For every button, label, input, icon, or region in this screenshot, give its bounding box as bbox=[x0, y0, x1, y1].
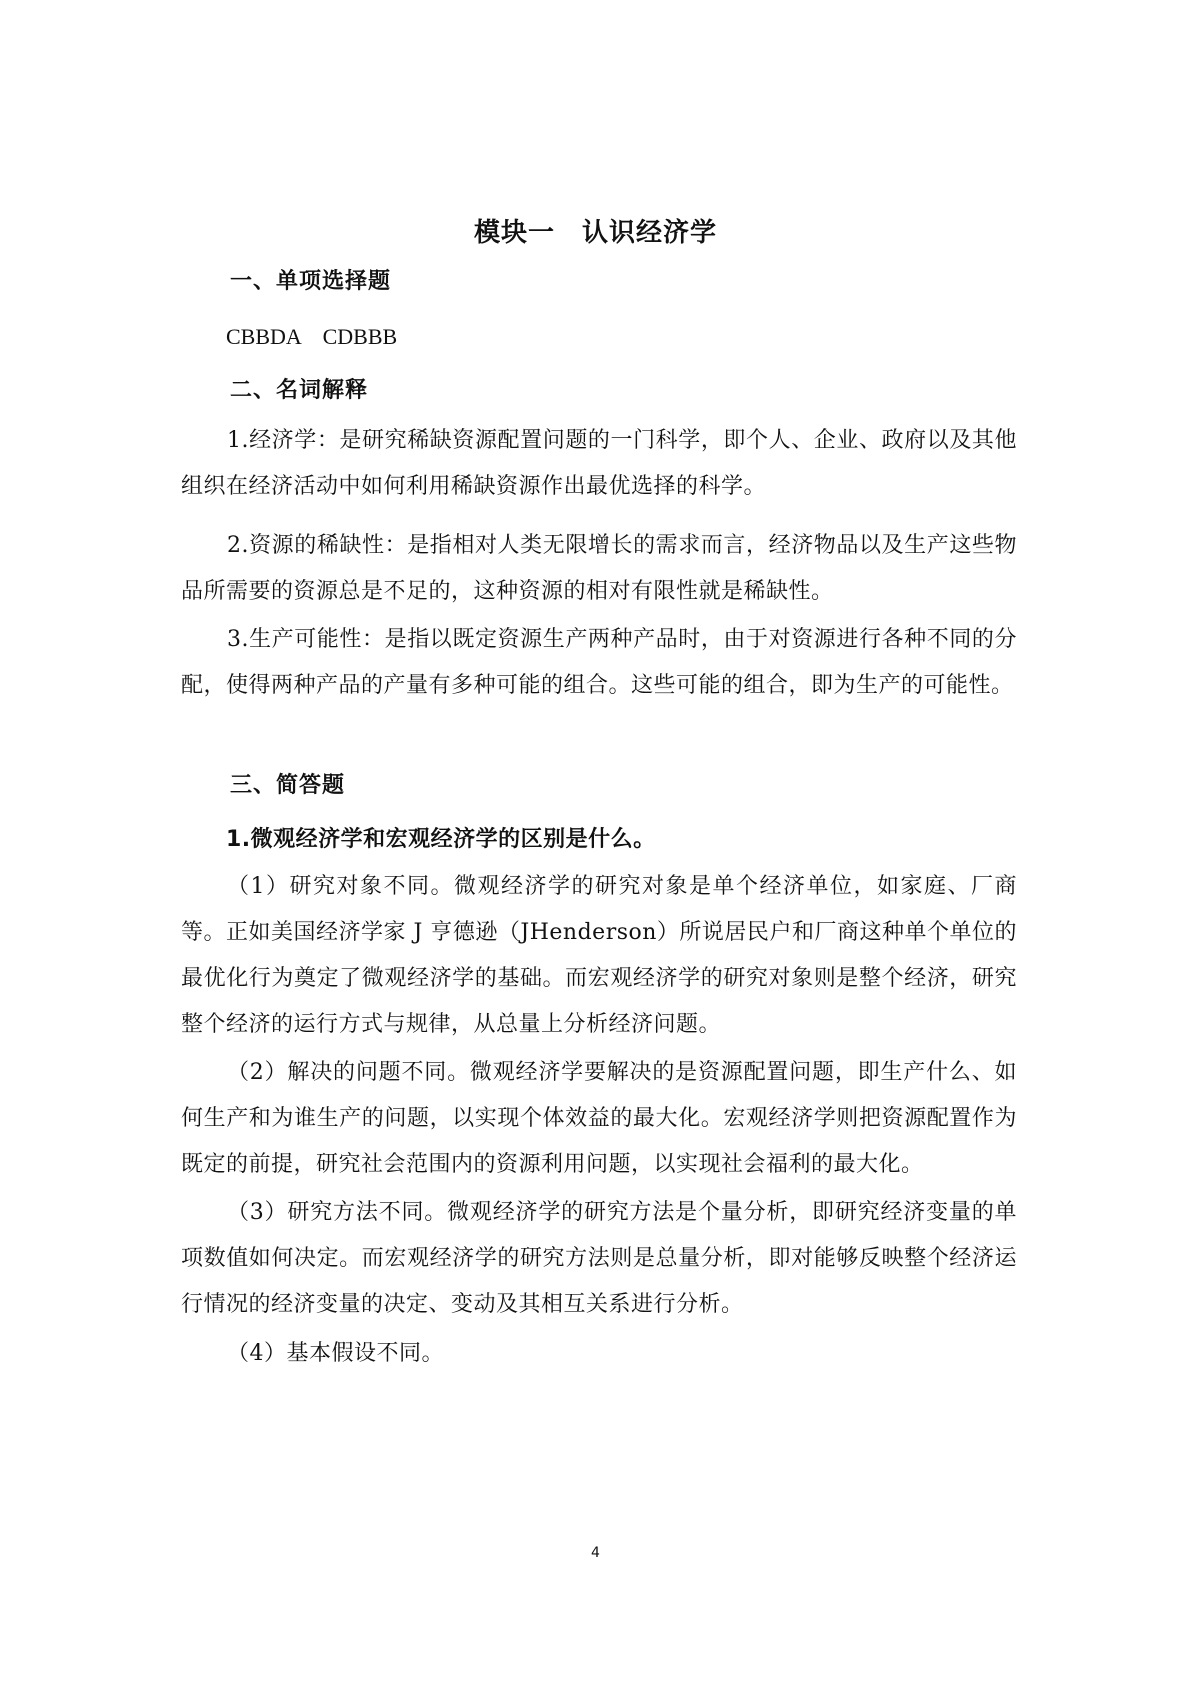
answer-point-4: （4）基本假设不同。 bbox=[227, 1341, 444, 1366]
definition-scarcity: 2.资源的稀缺性：是指相对人类无限增长的需求而言，经济物品以及生产这些物品所需要的资源总是不足的，这种资源的相对有限性就是稀缺性。 bbox=[181, 533, 1017, 604]
answer-point-3: （3）研究方法不同。微观经济学的研究方法是个量分析，即研究经济变量的单项数值如何决定。而宏观经济学的研究方法则是总量分析，即对能够反映整个经济运行情况的经济变量的决定、变动及其相互关系进行分析。 bbox=[181, 1200, 1017, 1317]
page-number: 4 bbox=[591, 1545, 600, 1561]
section-heading-multiple-choice: 一、单项选择题 bbox=[230, 269, 392, 294]
question-heading: 1.微观经济学和宏观经济学的区别是什么。 bbox=[226, 827, 656, 852]
section-heading-short-answer: 三、简答题 bbox=[230, 773, 346, 798]
page-title: 模块一 认识经济学 bbox=[473, 218, 717, 248]
answer-point-1: （1）研究对象不同。微观经济学的研究对象是单个经济单位，如家庭、厂商等。正如美国经济学家 J 亨德逊（JHenderson）所说居民户和厂商这种单个单位的最优化行为奠定了微观经济学的基础。而宏观经济学的研究对象则是整个经济，研究整个经济的运行方式与规律，从总量上分析经济问题。 bbox=[181, 874, 1017, 1037]
answer-point-2: （2）解决的问题不同。微观经济学要解决的是资源配置问题，即生产什么、如何生产和为谁生产的问题，以实现个体效益的最大化。宏观经济学则把资源配置作为既定的前提，研究社会范围内的资源利用问题，以实现社会福利的最大化。 bbox=[181, 1060, 1017, 1177]
multiple-choice-answers: CBBDA CDBBB bbox=[226, 324, 398, 349]
section-heading-term-definitions: 二、名词解释 bbox=[230, 378, 369, 403]
definition-production-possibility: 3.生产可能性：是指以既定资源生产两种产品时，由于对资源进行各种不同的分配，使得两种产品的产量有多种可能的组合。这些可能的组合，即为生产的可能性。 bbox=[181, 627, 1017, 698]
definition-economics: 1.经济学：是研究稀缺资源配置问题的一门科学，即个人、企业、政府以及其他组织在经济活动中如何利用稀缺资源作出最优选择的科学。 bbox=[181, 428, 1017, 499]
